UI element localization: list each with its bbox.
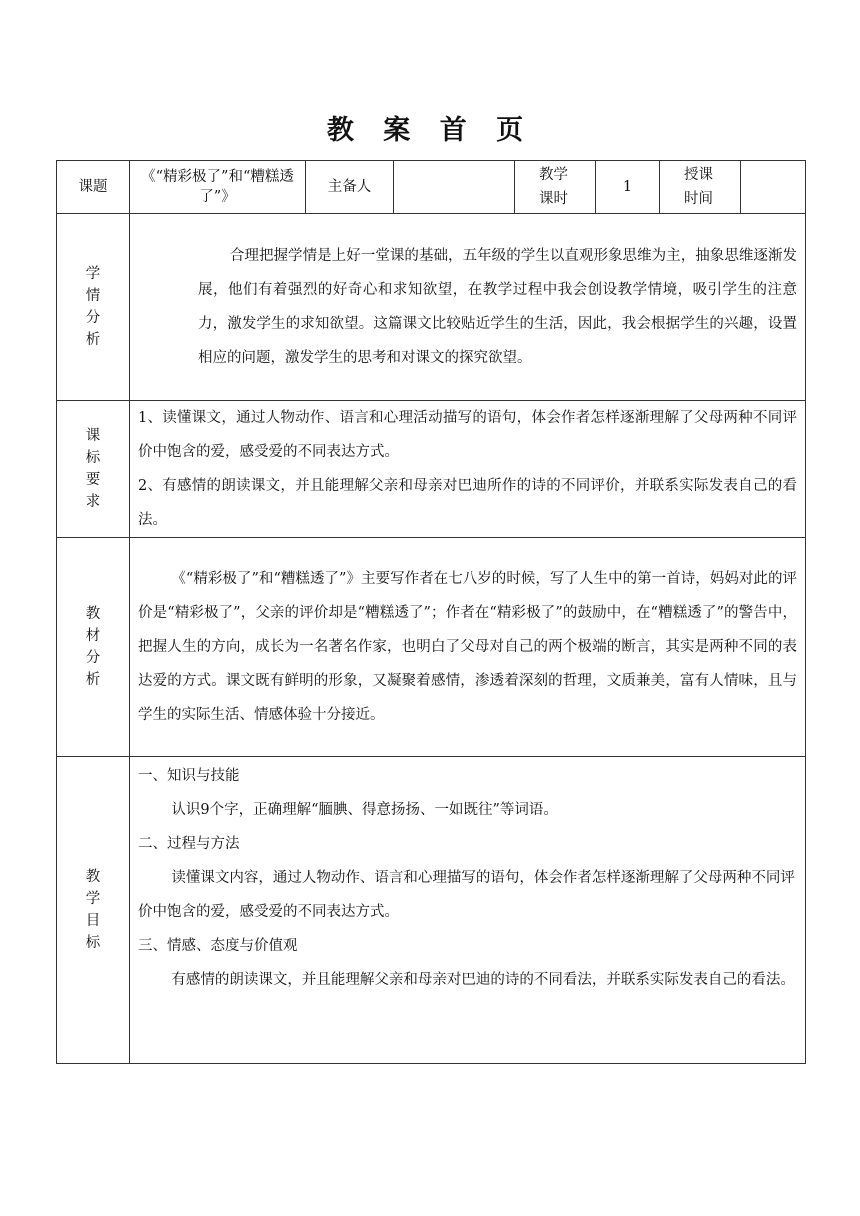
hours-value: 1 (596, 161, 660, 214)
hours-label (515, 161, 596, 214)
xueqing-text: 合理把握学情是上好一堂课的基础，五年级的学生以直观形象思维为主，抽象思维逐渐发展，他们有着强烈的好奇心和求知欲望，在教学过程中我会创设教学情境，吸引学生的注意力，激发学生的求知欲望。这篇课文比较贴近学生的生活，因此，我会根据学生的兴趣，设置相应的问题，激发学生的思考和对课文的探究欲望。 (198, 248, 797, 366)
section-row-jiaocai (57, 538, 806, 757)
preparer-label: 主备人 (306, 161, 394, 214)
label-char: 目 (85, 913, 101, 929)
mubiao-para-1: 认识9个字，正确理解“腼腆、得意扬扬、一如既往”等词语。 (171, 802, 558, 818)
mubiao-heading-2: 二、过程与方法 (138, 836, 240, 852)
label-char: 要 (85, 472, 101, 488)
label-char: 教 (85, 869, 101, 885)
preparer-value (394, 161, 515, 214)
time-label-line2: 时间 (684, 191, 713, 207)
section-body-kebiao (130, 401, 806, 538)
header-row (57, 161, 806, 214)
label-char: 分 (85, 650, 101, 666)
topic-label: 课题 (57, 161, 130, 214)
time-label (660, 161, 741, 214)
label-char: 课 (85, 428, 101, 444)
label-char: 标 (85, 450, 101, 466)
section-body-jiaocai (130, 538, 806, 757)
page-title: 教 案 首 页 (326, 115, 534, 146)
label-char: 标 (85, 935, 101, 951)
section-row-mubiao (57, 757, 806, 1064)
section-label-kebiao (57, 401, 130, 538)
section-body-mubiao (130, 757, 806, 1064)
time-label-line1: 授课 (684, 167, 713, 183)
hours-label-line2: 课时 (539, 191, 568, 207)
label-char: 学 (85, 891, 101, 907)
label-char: 材 (85, 628, 101, 644)
label-char: 学 (85, 266, 101, 282)
kebiao-item-1: 1、读懂课文，通过人物动作、语言和心理活动描写的语句，体会作者怎样逐渐理解了父母两种不同评价中饱含的爱，感受爱的不同表达方式。 (138, 410, 797, 460)
lesson-plan-table (56, 160, 806, 1064)
time-value (741, 161, 806, 214)
mubiao-heading-3: 三、情感、态度与价值观 (138, 938, 298, 954)
hours-label-line1: 教学 (539, 167, 568, 183)
mubiao-heading-1: 一、知识与技能 (138, 768, 240, 784)
label-char: 析 (85, 672, 101, 688)
section-row-xueqing (57, 214, 806, 401)
mubiao-para-3: 有感情的朗读课文，并且能理解父亲和母亲对巴迪的诗的不同看法，并联系实际发表自己的看法。 (171, 972, 795, 988)
section-label-xueqing (57, 214, 130, 401)
section-row-kebiao (57, 401, 806, 538)
mubiao-para-2: 读懂课文内容，通过人物动作、语言和心理描写的语句，体会作者怎样逐渐理解了父母两种不同评价中饱含的爱，感受爱的不同表达方式。 (138, 870, 795, 920)
label-char: 求 (85, 494, 101, 510)
section-label-jiaocai (57, 538, 130, 757)
label-char: 分 (85, 310, 101, 326)
section-label-mubiao (57, 757, 130, 1064)
jiaocai-text: 《“精彩极了”和“糟糕透了”》主要写作者在七八岁的时候，写了人生中的第一首诗，妈妈对此的评价是“精彩极了”，父亲的评价却是“糟糕透了”；作者在“精彩极了”的鼓励中，在“糟糕透了”的警告中，把握人生的方向，成长为一名著名作家，也明白了父母对自己的两个极端的断言，其实是两种不同的表达爱的方式。课文既有鲜明的形象，又凝聚着感情，渗透着深刻的哲理，文质兼美，富有人情味，且与学生的实际生活、情感体验十分接近。 (138, 571, 797, 723)
label-char: 教 (85, 606, 101, 622)
label-char: 析 (85, 332, 101, 348)
section-body-xueqing (130, 214, 806, 401)
topic-value: 《“精彩极了”和“糟糕透了”》 (130, 161, 306, 214)
kebiao-item-2: 2、有感情的朗读课文，并且能理解父亲和母亲对巴迪所作的诗的不同评价，并联系实际发表自己的看法。 (138, 478, 797, 528)
label-char: 情 (85, 288, 101, 304)
